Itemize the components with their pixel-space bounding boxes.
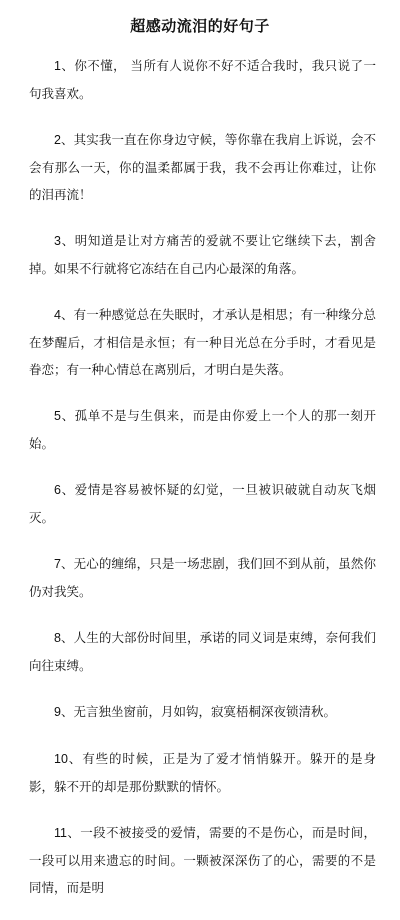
paragraph-text: 、无心的缠绵，只是一场悲剧，我们回不到从前，虽然你仍对我笑。 [29, 556, 376, 599]
paragraph-11 [29, 819, 376, 901]
document-body [29, 52, 376, 920]
paragraph-number: 7 [54, 557, 61, 571]
paragraph-9 [29, 698, 376, 726]
paragraph-number: 10 [54, 752, 68, 766]
paragraph-number: 5 [54, 409, 61, 423]
document-title: 超感动流泪的好句子 [130, 17, 270, 35]
paragraph-text: 、明知道是让对方痛苦的爱就不要让它继续下去，割舍掉。如果不行就将它冻结在自己内心最深的角落。 [29, 233, 376, 276]
paragraph-number: 1 [54, 59, 61, 73]
paragraph-number: 2 [54, 133, 61, 147]
paragraph-6 [29, 476, 376, 531]
paragraph-number: 9 [54, 705, 61, 719]
paragraph-8 [29, 624, 376, 679]
paragraph-number: 4 [54, 308, 61, 322]
paragraph-text: 、孤单不是与生俱来，而是由你爱上一个人的那一刻开始。 [29, 408, 376, 451]
paragraph-text: 、爱情是容易被怀疑的幻觉，一旦被识破就自动灰飞烟灭。 [29, 482, 376, 525]
paragraph-5 [29, 402, 376, 457]
paragraph-7 [29, 550, 376, 605]
paragraph-text: 、人生的大部份时间里，承诺的同义词是束缚，奈何我们向往束缚。 [29, 630, 376, 673]
paragraph-text: 、有一种感觉总在失眠时，才承认是相思；有一种缘分总在梦醒后，才相信是永恒；有一种目光总在分手时，才看见是眷恋；有一种心情总在离别后，才明白是失落。 [29, 307, 376, 377]
paragraph-number: 6 [54, 483, 61, 497]
paragraph-number: 8 [54, 631, 61, 645]
paragraph-text: 、无言独坐窗前，月如钩，寂寞梧桐深夜锁清秋。 [60, 704, 336, 719]
paragraph-2 [29, 126, 376, 208]
paragraph-10 [29, 745, 376, 800]
paragraph-1 [29, 52, 376, 107]
paragraph-text: 、一段不被接受的爱情，需要的不是伤心，而是时间，一段可以用来遗忘的时间。一颗被深深伤了的心，需要的不是同情，而是明 [29, 825, 376, 895]
paragraph-3 [29, 227, 376, 282]
paragraph-number: 11 [54, 826, 67, 840]
paragraph-text: 、其实我一直在你身边守候，等你靠在我肩上诉说，会不会有那么一天，你的温柔都属于我，我不会再让你难过，让你的泪再流！ [29, 132, 376, 202]
paragraph-4 [29, 301, 376, 383]
paragraph-text: 、有些的时候，正是为了爱才悄悄躲开。躲开的是身影，躲不开的却是那份默默的情怀。 [29, 751, 376, 794]
paragraph-text: 、你不懂， 当所有人说你不好不适合我时，我只说了一句我喜欢。 [29, 58, 376, 101]
paragraph-number: 3 [54, 234, 61, 248]
